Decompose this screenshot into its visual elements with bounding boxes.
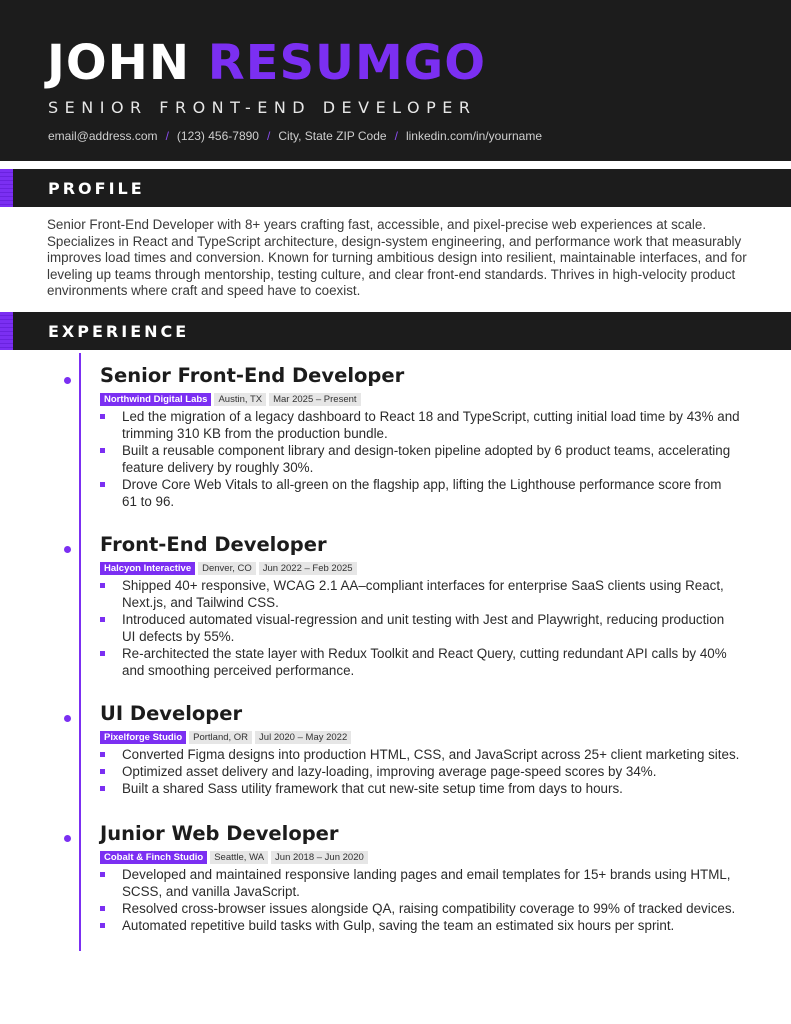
job-title-heading: Front-End Developer [100,533,327,556]
bullet-square-icon [100,414,105,419]
section-accent-stripe [0,312,13,350]
dates-badge: Jun 2018 – Jun 2020 [271,851,368,864]
contact-separator: / [165,129,169,143]
location-badge: Denver, CO [198,562,256,575]
candidate-name [47,34,486,92]
experience-heading: EXPERIENCE [48,322,190,341]
section-accent-stripe [0,169,13,207]
bullet-item [100,763,740,780]
contact-email: email@address.com [48,129,158,143]
contact-line [48,129,542,143]
bullet-text: Introduced automated visual-regression and unit testing with Jest and Playwright, reducing production UI defects by 55%. [122,612,725,644]
bullet-text: Built a shared Sass utility framework that cut new-site setup time from days to hours. [122,781,623,796]
bullet-text: Automated repetitive build tasks with Gulp, saving the team an estimated six hours per sprint. [122,918,675,933]
location-badge: Portland, OR [189,731,252,744]
bullet-item [100,645,740,679]
profile-summary: Senior Front-End Developer with 8+ years crafting fast, accessible, and pixel-precise web experiences at scale. Specializes in React and TypeScript architecture, design-system engineering, and performance work that measurably improves load times and conversion. Known for turning ambitious design into resilient, maintainable interfaces, and for leveling up teams through mentorship, testing culture, and clear front-end standards. Thrives in high-velocity product environments where craft and speed have to coexist. [47,217,747,298]
bullet-item [100,476,740,510]
bullet-square-icon [100,752,105,757]
timeline-dot [64,835,71,842]
job-bullets [100,746,740,797]
bullet-item [100,577,740,611]
bullet-text: Converted Figma designs into production HTML, CSS, and JavaScript across 25+ client marketing sites. [122,747,740,762]
bullet-square-icon [100,448,105,453]
contact-separator: / [266,129,271,143]
bullet-square-icon [100,651,105,656]
bullet-text: Optimized asset delivery and lazy-loading, improving average page-speed scores by 34%. [122,764,657,779]
contact-separator: / [394,129,398,143]
bullet-square-icon [100,583,105,588]
experience-timeline-line [79,353,81,951]
job-bullets [100,408,740,510]
bullet-text: Re-architected the state layer with Redux Toolkit and React Query, cutting redundant API calls by 40% and smoothing perceived performance. [122,646,727,678]
bullet-text: Resolved cross-browser issues alongside QA, raising compatibility coverage to 99% of tracked devices. [122,901,736,916]
profile-section-header [0,169,791,207]
bullet-square-icon [100,923,105,928]
company-badge: Northwind Digital Labs [100,393,211,406]
company-badge: Cobalt & Finch Studio [100,851,207,864]
job-meta [100,851,368,864]
resume-header [0,0,791,161]
job-bullets [100,866,740,934]
location-badge: Seattle, WA [210,851,268,864]
timeline-dot [64,377,71,384]
job-title-heading: Junior Web Developer [100,822,339,845]
bullet-square-icon [100,906,105,911]
dates-badge: Jun 2022 – Feb 2025 [259,562,357,575]
bullet-item [100,780,740,797]
bullet-item [100,866,740,900]
bullet-text: Developed and maintained responsive landing pages and email templates for 15+ brands using HTML, SCSS, and vanilla JavaScript. [122,867,731,899]
contact-phone: (123) 456-7890 [176,129,259,143]
bullet-item [100,611,740,645]
bullet-text: Led the migration of a legacy dashboard to React 18 and TypeScript, cutting initial load time by 43% and trimming 310 KB from the production bundle. [122,409,740,441]
bullet-item [100,917,740,934]
dates-badge: Mar 2025 – Present [269,393,360,406]
job-title: SENIOR FRONT-END DEVELOPER [48,98,477,117]
contact-linkedin: linkedin.com/in/yourname [405,129,543,143]
first-name: JOHN [47,35,191,91]
profile-heading: PROFILE [48,179,145,198]
timeline-dot [64,715,71,722]
bullet-square-icon [100,786,105,791]
experience-section-header [0,312,791,350]
job-title-heading: Senior Front-End Developer [100,364,405,387]
company-badge: Halcyon Interactive [100,562,195,575]
timeline-dot [64,546,71,553]
bullet-text: Drove Core Web Vitals to all-green on the flagship app, lifting the Lighthouse performance score from 61 to 96. [122,477,722,509]
bullet-item [100,900,740,917]
job-title-heading: UI Developer [100,702,243,725]
bullet-item [100,408,740,442]
job-meta [100,393,361,406]
job-bullets [100,577,740,679]
company-badge: Pixelforge Studio [100,731,186,744]
dates-badge: Jul 2020 – May 2022 [255,731,351,744]
contact-address: City, State ZIP Code [278,129,387,143]
last-name: RESUMGO [207,35,486,91]
bullet-square-icon [100,482,105,487]
bullet-square-icon [100,769,105,774]
job-meta [100,562,357,575]
bullet-square-icon [100,872,105,877]
bullet-text: Built a reusable component library and design-token pipeline adopted by 6 product teams, accelerating feature delivery by roughly 30%. [122,443,731,475]
job-meta [100,731,351,744]
bullet-item [100,442,740,476]
location-badge: Austin, TX [214,393,266,406]
bullet-item [100,746,740,763]
bullet-square-icon [100,617,105,622]
bullet-text: Shipped 40+ responsive, WCAG 2.1 AA–compliant interfaces for enterprise SaaS clients using React, Next.js, and Tailwind CSS. [122,578,724,610]
